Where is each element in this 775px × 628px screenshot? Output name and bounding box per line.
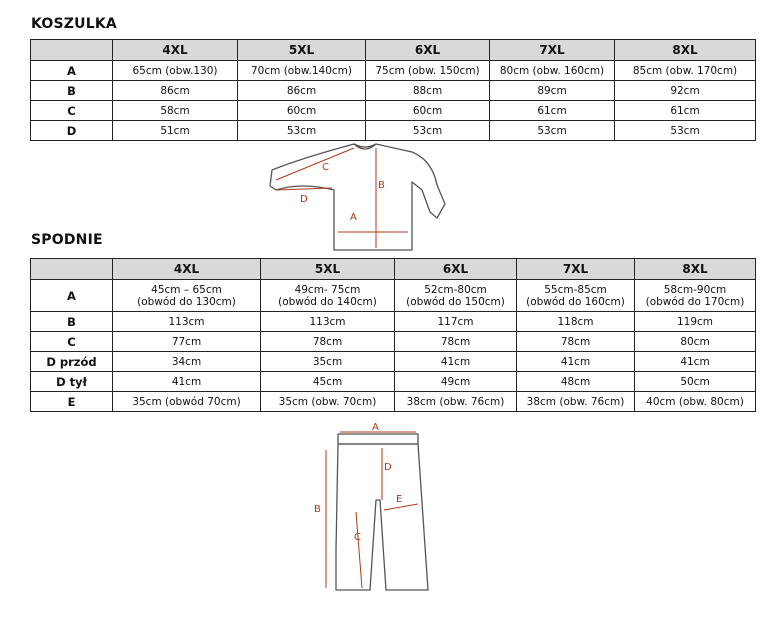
cell-line: (obwód do 160cm) bbox=[526, 295, 625, 308]
table-cell bbox=[395, 280, 517, 312]
table-cell: 92cm bbox=[615, 81, 756, 101]
table-cell: 78cm bbox=[517, 332, 635, 352]
table-cell: 60cm bbox=[238, 101, 366, 121]
row-label: B bbox=[31, 312, 113, 332]
pants-col-header: 4XL bbox=[113, 259, 261, 280]
table-cell: 49cm bbox=[395, 372, 517, 392]
table-cell: 35cm bbox=[261, 352, 395, 372]
table-row bbox=[31, 392, 756, 412]
cell-line: (obwód do 130cm) bbox=[137, 295, 236, 308]
table-cell: 41cm bbox=[635, 352, 756, 372]
table-cell: 113cm bbox=[261, 312, 395, 332]
shirt-col-header: 6XL bbox=[366, 40, 490, 61]
pants-section-title: SPODNIE bbox=[31, 232, 103, 248]
table-cell: 41cm bbox=[113, 372, 261, 392]
shirt-col-header: 8XL bbox=[615, 40, 756, 61]
table-cell: 70cm (obw.140cm) bbox=[238, 61, 366, 81]
corner-cell bbox=[31, 259, 113, 280]
table-cell: 45cm bbox=[261, 372, 395, 392]
table-cell: 41cm bbox=[395, 352, 517, 372]
table-cell: 53cm bbox=[615, 121, 756, 141]
table-row bbox=[31, 332, 756, 352]
table-cell: 50cm bbox=[635, 372, 756, 392]
cell-line: 45cm – 65cm bbox=[151, 283, 222, 296]
row-label: C bbox=[31, 101, 113, 121]
table-cell: 35cm (obw. 70cm) bbox=[261, 392, 395, 412]
table-cell: 75cm (obw. 150cm) bbox=[366, 61, 490, 81]
cell-line: 49cm- 75cm bbox=[294, 283, 361, 296]
table-cell: 41cm bbox=[517, 352, 635, 372]
table-cell: 113cm bbox=[113, 312, 261, 332]
table-cell: 80cm bbox=[635, 332, 756, 352]
table-row bbox=[31, 81, 756, 101]
corner-cell bbox=[31, 40, 113, 61]
table-cell: 65cm (obw.130) bbox=[113, 61, 238, 81]
table-cell: 53cm bbox=[490, 121, 615, 141]
shirt-header-row bbox=[31, 40, 756, 61]
table-cell: 118cm bbox=[517, 312, 635, 332]
table-cell: 117cm bbox=[395, 312, 517, 332]
pants-col-header: 6XL bbox=[395, 259, 517, 280]
table-cell: 60cm bbox=[366, 101, 490, 121]
label-c: C bbox=[354, 532, 361, 543]
label-a: A bbox=[372, 422, 379, 433]
label-b: B bbox=[314, 504, 321, 515]
table-cell: 38cm (obw. 76cm) bbox=[517, 392, 635, 412]
pants-header-row bbox=[31, 259, 756, 280]
pants-col-header: 8XL bbox=[635, 259, 756, 280]
waistband-outline bbox=[338, 434, 418, 444]
table-cell: 78cm bbox=[395, 332, 517, 352]
row-label: D bbox=[31, 121, 113, 141]
table-cell: 51cm bbox=[113, 121, 238, 141]
cell-line: (obwód do 170cm) bbox=[645, 295, 745, 308]
table-cell: 61cm bbox=[615, 101, 756, 121]
pants-size-table bbox=[30, 258, 756, 412]
pants-col-header: 5XL bbox=[261, 259, 395, 280]
table-row bbox=[31, 372, 756, 392]
table-cell: 80cm (obw. 160cm) bbox=[490, 61, 615, 81]
table-row bbox=[31, 312, 756, 332]
table-row bbox=[31, 352, 756, 372]
table-row bbox=[31, 121, 756, 141]
row-label: D przód bbox=[31, 352, 113, 372]
table-cell: 40cm (obw. 80cm) bbox=[635, 392, 756, 412]
shirt-size-table bbox=[30, 39, 756, 141]
table-cell bbox=[635, 280, 756, 312]
cell-line: (obwód do 150cm) bbox=[406, 295, 505, 308]
table-cell: 78cm bbox=[261, 332, 395, 352]
label-d: D bbox=[384, 462, 392, 473]
row-label: E bbox=[31, 392, 113, 412]
shirt-col-header: 5XL bbox=[238, 40, 366, 61]
cell-line: 52cm-80cm bbox=[424, 283, 487, 296]
label-e: E bbox=[396, 494, 403, 505]
table-cell: 34cm bbox=[113, 352, 261, 372]
measure-line-c bbox=[356, 512, 362, 588]
table-cell: 35cm (obwód 70cm) bbox=[113, 392, 261, 412]
cell-line: 58cm-90cm bbox=[663, 283, 727, 296]
shirt-col-header: 7XL bbox=[490, 40, 615, 61]
shirt-col-header: 4XL bbox=[113, 40, 238, 61]
row-label: A bbox=[31, 280, 113, 312]
table-cell: 77cm bbox=[113, 332, 261, 352]
table-cell: 48cm bbox=[517, 372, 635, 392]
row-label: B bbox=[31, 81, 113, 101]
table-cell: 61cm bbox=[490, 101, 615, 121]
table-cell: 86cm bbox=[113, 81, 238, 101]
pants-diagram bbox=[300, 420, 450, 624]
table-cell: 58cm bbox=[113, 101, 238, 121]
cell-line: 55cm-85cm bbox=[544, 283, 607, 296]
label-d: D bbox=[300, 194, 308, 205]
table-cell: 53cm bbox=[238, 121, 366, 141]
table-row bbox=[31, 61, 756, 81]
shirt-diagram bbox=[262, 140, 462, 260]
shirt-outline bbox=[270, 144, 445, 250]
row-label: A bbox=[31, 61, 113, 81]
table-row bbox=[31, 280, 756, 312]
table-cell bbox=[517, 280, 635, 312]
table-cell: 89cm bbox=[490, 81, 615, 101]
table-cell: 38cm (obw. 76cm) bbox=[395, 392, 517, 412]
row-label: D tył bbox=[31, 372, 113, 392]
table-cell: 119cm bbox=[635, 312, 756, 332]
table-row bbox=[31, 101, 756, 121]
label-a: A bbox=[350, 212, 357, 223]
table-cell: 85cm (obw. 170cm) bbox=[615, 61, 756, 81]
table-cell bbox=[113, 280, 261, 312]
label-b: B bbox=[378, 180, 385, 191]
pants-col-header: 7XL bbox=[517, 259, 635, 280]
row-label: C bbox=[31, 332, 113, 352]
label-c: C bbox=[322, 162, 329, 173]
table-cell: 88cm bbox=[366, 81, 490, 101]
table-cell: 53cm bbox=[366, 121, 490, 141]
table-cell: 86cm bbox=[238, 81, 366, 101]
table-cell bbox=[261, 280, 395, 312]
shirt-section-title: KOSZULKA bbox=[31, 16, 117, 32]
cell-line: (obwód do 140cm) bbox=[278, 295, 377, 308]
